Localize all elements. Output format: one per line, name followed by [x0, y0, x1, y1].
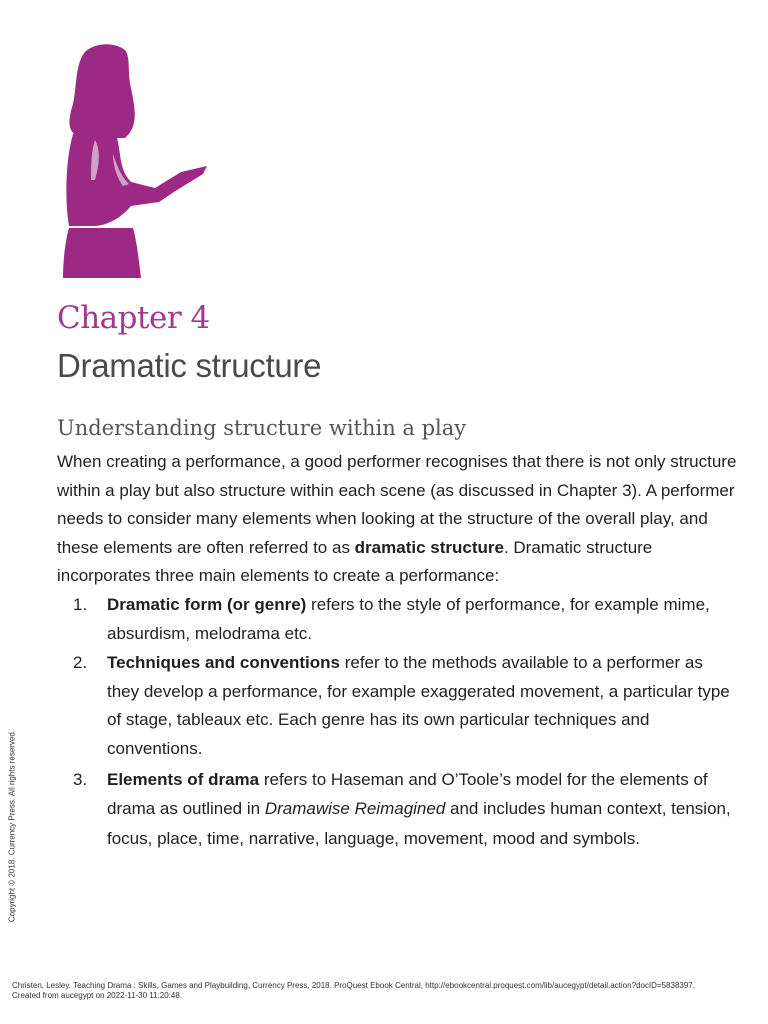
chapter-number: Chapter 4	[57, 300, 210, 336]
intro-bold-term: dramatic structure	[354, 537, 504, 557]
chapter-title: Dramatic structure	[57, 347, 322, 384]
elements-list	[57, 591, 737, 853]
list-item-text: refers to Haseman and O’Toole’s model for the elements of drama as outlined in	[107, 769, 708, 819]
intro-text: When creating a performance, a good performer recognises that there is not only structure within a play but also structure within each scene (as discussed in Chapter 3). A performer needs to consider many elements when looking at the structure of the overall play, and these elements are often referred to as	[57, 452, 737, 557]
body-text	[57, 448, 737, 853]
created-text: Created from aucegypt on 2022-11-30 11:20:48.	[12, 991, 183, 1000]
list-item	[57, 591, 737, 648]
intro-text-end: . Dramatic structure incorporates three main elements to create a performance:	[57, 537, 653, 586]
citation-footer	[12, 981, 695, 1001]
list-item-term: Elements of drama	[107, 769, 260, 789]
section-heading: Understanding structure within a play	[57, 416, 467, 440]
list-item-text: refers to the style of performance, for example mime, absurdism, melodrama etc.	[107, 594, 710, 643]
woman-reading-silhouette-illustration	[55, 42, 215, 278]
list-item-number: 2.	[73, 653, 88, 673]
intro-paragraph	[57, 448, 737, 591]
list-item-text: refer to the methods available to a performer as they develop a performance, for example exaggerated movement, a particular type of stage, tableaux etc. Each genre has its own particular techniques and conventions.	[107, 653, 730, 758]
list-item	[57, 649, 737, 763]
list-item-number: 1.	[73, 594, 88, 614]
citation-text: Christen, Lesley. Teaching Drama : Skills, Games and Playbuilding, Currency Press, 2018. ProQuest Ebook Central, http://ebookcentral.proquest.com/lib/aucegypt/detail.action?docID=5838397.	[12, 981, 695, 990]
copyright-sidebar: Copyright © 2018. Currency Press. All rights reserved.	[7, 729, 17, 923]
list-item	[57, 765, 737, 854]
list-item-term: Techniques and conventions	[107, 653, 340, 673]
list-item-number: 3.	[73, 769, 88, 789]
list-item-term: Dramatic form (or genre)	[107, 594, 307, 614]
book-title: Dramawise Reimagined	[264, 799, 446, 819]
list-item-text-end: and includes human context, tension, focus, place, time, narrative, language, movement, mood and symbols.	[107, 799, 731, 848]
